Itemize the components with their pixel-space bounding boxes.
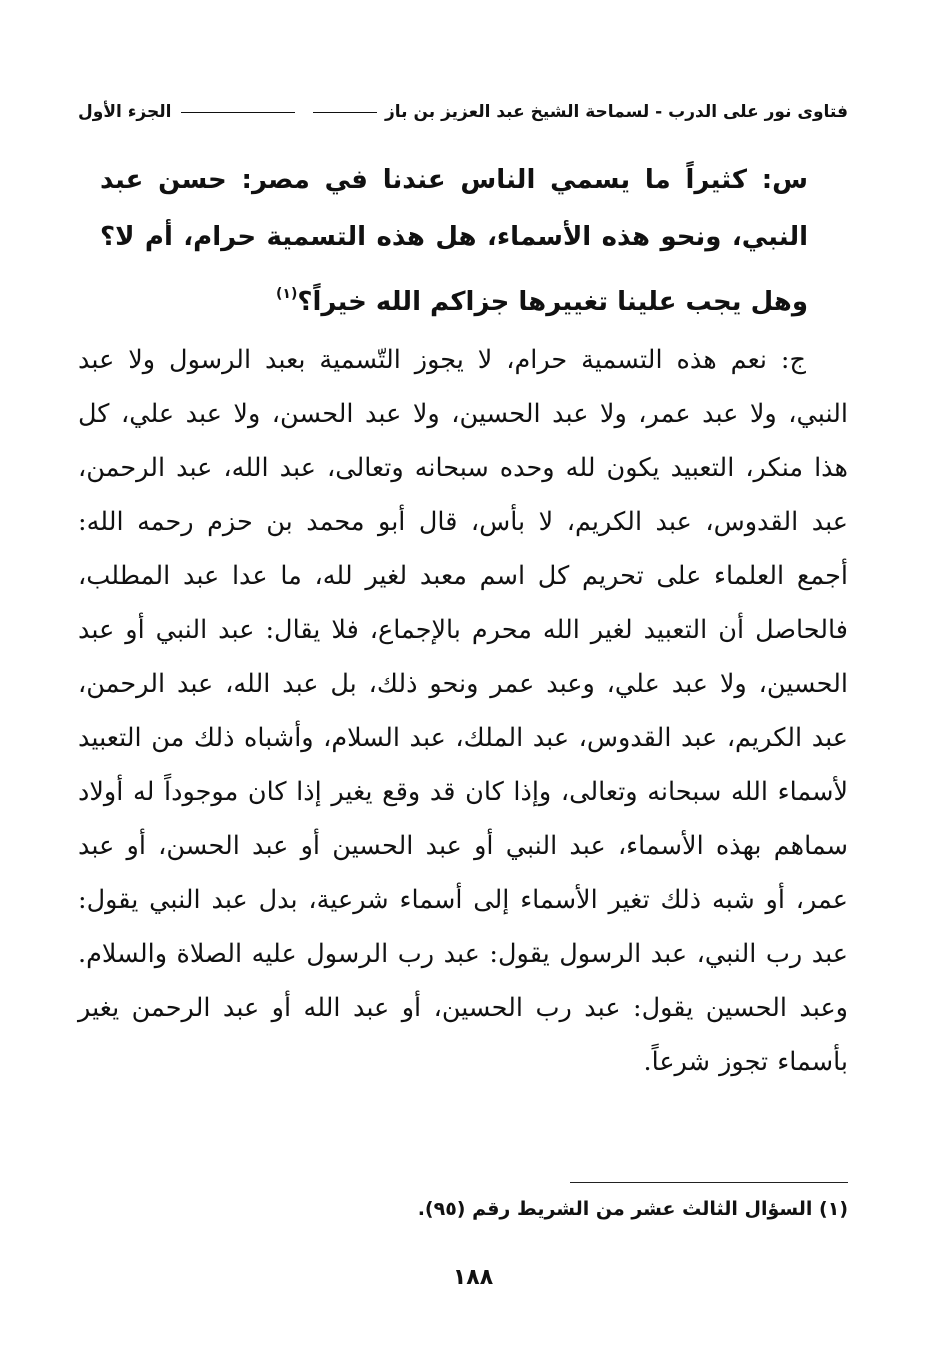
running-header xyxy=(78,92,848,132)
footnote: (١) السؤال الثالث عشر من الشريط رقم (٩٥). xyxy=(417,1198,848,1220)
footnote-marker: (١) xyxy=(276,286,298,302)
page-number: ١٨٨ xyxy=(452,1265,494,1290)
header-rule xyxy=(313,112,377,113)
footnote-separator xyxy=(570,1182,848,1183)
header-title: فتاوى نور على الدرب - لسماحة الشيخ عبد العزيز بن باز xyxy=(385,102,848,122)
answer-paragraph xyxy=(78,333,848,1089)
header-spacer xyxy=(181,112,295,113)
question-paragraph xyxy=(100,152,808,331)
question-text: س: كثيراً ما يسمي الناس عندنا في مصر: حسن عبد النبي، ونحو هذه الأسماء، هل هذه التسمية حرام، أم لا؟ وهل يجب علينا تغييرها جزاكم الله خيراً؟ xyxy=(100,165,808,317)
header-volume: الجزء الأول xyxy=(78,102,172,122)
answer-text: ج: نعم هذه التسمية حرام، لا يجوز التّسمية بعبد الرسول ولا عبد النبي، ولا عبد عمر، ولا عبد الحسين، ولا عبد الحسن، ولا عبد علي، كل هذا منكر، التعبيد يكون لله وحده سبحانه وتعالى، عبد الله، عبد الرحمن، عبد القدوس، عبد الكريم، لا بأس، قال أبو محمد بن حزم رحمه الله: أجمع العلماء على تحريم كل اسم معبد لغير لله، ما عدا عبد المطلب، فالحاصل أن التعبيد لغير الله محرم بالإجماع، فلا يقال: عبد النبي أو عبد الحسين، ولا عبد علي، وعبد عمر ونحو ذلك، بل عبد الله، عبد الرحمن، عبد الكريم، عبد القدوس، عبد الملك، عبد السلام، وأشباه ذلك من التعبيد لأسماء الله سبحانه وتعالى، وإذا كان قد وقع يغير إذا كان موجوداً له أولاد سماهم بهذه الأسماء، عبد النبي أو عبد الحسين أو عبد الحسن، أو عبد عمر، أو شبه ذلك تغير الأسماء إلى أسماء شرعية، بدل عبد النبي يقول: عبد رب النبي، عبد الرسول يقول: عبد رب الرسول عليه الصلاة والسلام. وعبد الحسين يقول: عبد رب الحسين، أو عبد الله أو عبد الرحمن يغير بأسماء تجوز شرعاً. xyxy=(78,345,848,1077)
